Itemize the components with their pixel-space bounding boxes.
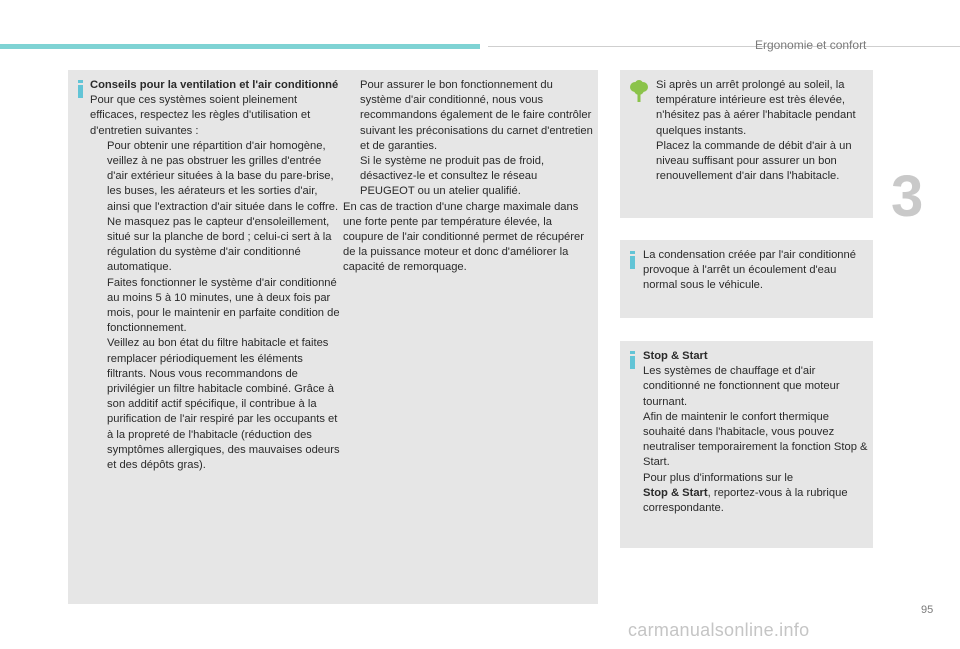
eco-tip-line1: Si après un arrêt prolongé au soleil, la température intérieure est très élevée, n'hésitez pas à aérer l'habitacle pendant quelques instants. bbox=[656, 79, 856, 137]
accent-bar bbox=[0, 44, 480, 49]
eco-tip-text bbox=[656, 78, 870, 184]
page-number: 95 bbox=[921, 604, 934, 616]
section-title: Ergonomie et confort bbox=[755, 38, 867, 52]
list-item: Si le système ne produit pas de froid, désactivez-le et consultez le réseau PEUGEOT ou un atelier qualifié. bbox=[360, 155, 545, 198]
stop-start-text3: Pour plus d'informations sur le Stop & Start, reportez-vous à la rubrique correspondante. bbox=[643, 471, 848, 515]
list-item: Veillez au bon état du filtre habitacle et faites remplacer périodiquement les éléments filtrants. Nous vous recommandons de privilégier un filtre habitacle combiné. Grâce à son additif actif spécifique, il contribue à la purification de l'air respiré par les occupants et à la propreté de l'habitacle (réduction des symptômes allergiques, des mauvaises odeurs et des dépôts gras). bbox=[107, 337, 340, 472]
info-icon bbox=[630, 351, 635, 369]
eco-tip-line2: Placez la commande de débit d'air à un niveau suffisant pour assurer un bon renouvellement d'air dans l'habitacle. bbox=[656, 139, 852, 183]
ventilation-column-right bbox=[343, 78, 593, 276]
stop-start-text bbox=[643, 349, 871, 516]
ventilation-title: Conseils pour la ventilation et l'air conditionné bbox=[90, 79, 339, 91]
info-icon bbox=[78, 80, 83, 98]
stop-start-text2: Afin de maintenir le confort thermique souhaité dans l'habitacle, vous pouvez neutraliser temporairement la fonction Stop & Start. bbox=[643, 410, 868, 469]
list-item: Pour assurer le bon fonctionnement du système d'air conditionné, nous vous recommandons également de le faire contrôler suivant les préconisations du carnet d'entretien et de garanties. bbox=[360, 79, 593, 152]
list-item: Faites fonctionner le système d'air conditionné au moins 5 à 10 minutes, une à deux fois par mois, pour le maintenir en parfaite condition de fonctionnement. bbox=[107, 276, 340, 335]
stop-start-title: Stop & Start bbox=[643, 350, 708, 362]
list-item: Pour obtenir une répartition d'air homogène, veillez à ne pas obstruer les grilles d'entrée d'air extérieur situées à la base du pare-brise, les buses, les aérateurs et les sorties d'air, ainsi que l'extraction d'air située dans le coffre. bbox=[107, 139, 339, 213]
info-icon bbox=[630, 251, 635, 269]
watermark: carmanualsonline.info bbox=[628, 620, 810, 640]
chapter-number: 3 bbox=[891, 164, 924, 229]
tree-icon bbox=[628, 80, 650, 102]
ventilation-column-left bbox=[90, 78, 340, 473]
towing-note: En cas de traction d'une charge maximale dans une forte pente par température élevée, la coupure de l'air conditionné permet de récupérer de la puissance moteur et donc d'améliorer la capacité de remorquage. bbox=[343, 200, 584, 274]
list-item: Ne masquez pas le capteur d'ensoleillement, situé sur la planche de bord ; celui-ci sert à la régulation du système d'air conditionné automatique. bbox=[107, 215, 332, 274]
condensation-text: La condensation créée par l'air conditionné provoque à l'arrêt un écoulement d'eau normal sous le véhicule. bbox=[643, 249, 856, 292]
ventilation-intro: Pour que ces systèmes soient pleinement efficaces, respectez les règles d'utilisation et d'entretien suivantes : bbox=[90, 94, 311, 137]
header-rule bbox=[488, 46, 960, 47]
stop-start-text1: Les systèmes de chauffage et d'air conditionné ne fonctionnent que moteur tournant. bbox=[643, 365, 840, 408]
